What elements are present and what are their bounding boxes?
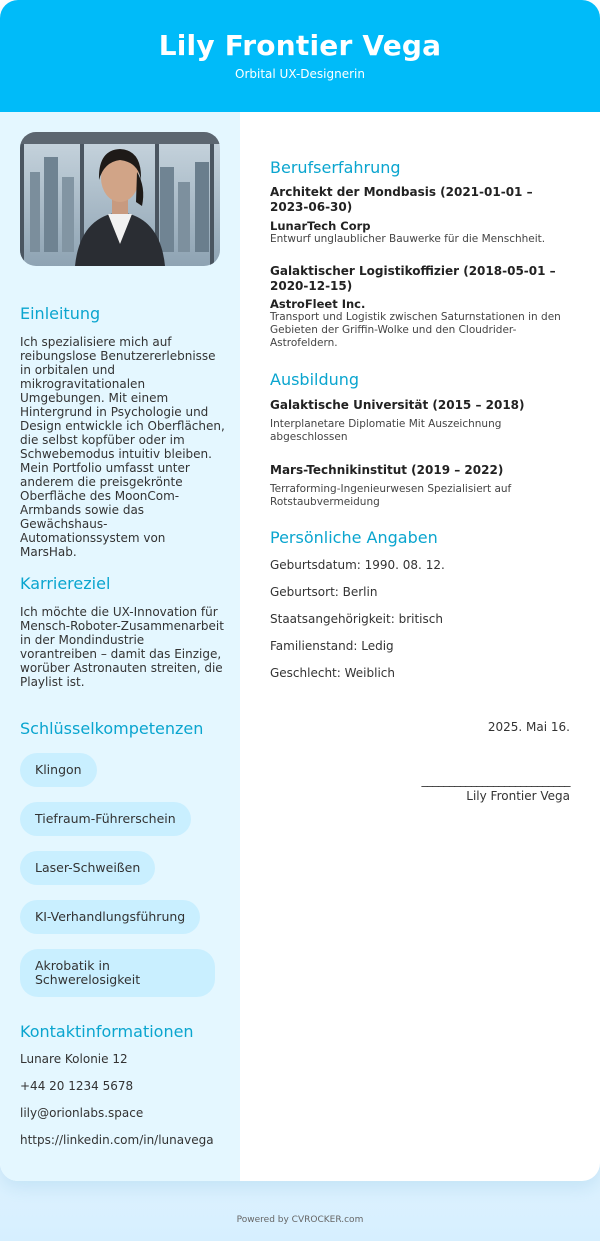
skill-chip: Tiefraum-Führerschein (20, 802, 191, 836)
contact-phone[interactable]: +44 20 1234 5678 (20, 1079, 134, 1093)
education-heading: Ausbildung (270, 370, 360, 389)
education-title: Galaktische Universität (2015 – 2018) (270, 398, 525, 412)
personal-birthplace: Geburtsort: Berlin (270, 585, 378, 599)
personal-marital-status: Familienstand: Ledig (270, 639, 394, 653)
signature-name: Lily Frontier Vega (466, 789, 570, 803)
job-company: LunarTech Corp (270, 219, 371, 233)
skills-heading: Schlüsselkompetenzen (20, 719, 204, 738)
contact-address: Lunare Kolonie 12 (20, 1052, 128, 1066)
skill-chip: Laser-Schweißen (20, 851, 155, 885)
education-description: Interplanetare Diplomatie Mit Auszeichnung abgeschlossen (270, 418, 502, 443)
intro-text: Ich spezialisiere mich auf reibungslose Benutzererlebnisse in orbitalen und mikrogravitationalen Umgebungen. Mit einem Hintergrund in Psychologie und Design entwickle ich Oberflächen, die selbst kopfüber oder im Schwebemodus intuitiv bleiben. Mein Portfolio umfasst unter anderem die preisgekrönte Oberfläche des MoonCom-Armbands sowie das Gewächshaus-Automationssystem von MarsHab. (20, 335, 225, 559)
skill-chip: Klingon (20, 753, 97, 787)
contact-email[interactable]: lily@orionlabs.space (20, 1106, 144, 1120)
intro-heading: Einleitung (20, 304, 101, 323)
footer-credit[interactable]: Powered by CVROCKER.com (236, 1215, 364, 1225)
sidebar (0, 112, 240, 1181)
person-name: Lily Frontier Vega (158, 29, 442, 62)
experience-heading: Berufserfahrung (270, 158, 401, 177)
job-title: Galaktischer Logistikoffizier (2018-05-01 – 2020-12-15) (270, 264, 556, 293)
education-description: Terraforming-Ingenieurwesen Spezialisiert auf Rotstaubvermeidung (270, 483, 512, 508)
skill-chip: Akrobatik in Schwerelosigkeit (20, 949, 215, 997)
job-description: Entwurf unglaublicher Bauwerke für die Menschheit. (270, 233, 546, 245)
education-title: Mars-Technikinstitut (2019 – 2022) (270, 463, 504, 477)
resume-header (0, 0, 600, 112)
job-title: Architekt der Mondbasis (2021-01-01 – 2023-06-30) (270, 185, 533, 214)
contact-heading: Kontaktinformationen (20, 1022, 194, 1041)
document-date: 2025. Mai 16. (487, 720, 570, 734)
personal-birthdate: Geburtsdatum: 1990. 08. 12. (270, 558, 445, 572)
job-title-subtitle: Orbital UX-Designerin (235, 67, 365, 81)
contact-linkedin[interactable]: https://linkedin.com/in/lunavega (20, 1133, 214, 1147)
personal-heading: Persönliche Angaben (270, 528, 438, 547)
profile-photo (20, 132, 220, 266)
job-description: Transport und Logistik zwischen Saturnstationen in den Gebieten der Griffin-Wolke und den Cloudrider-Astrofeldern. (270, 311, 561, 349)
goal-heading: Karriereziel (20, 574, 111, 593)
skill-chip: KI-Verhandlungsführung (20, 900, 200, 934)
signature-line: ___________________________ (421, 773, 570, 787)
job-company: AstroFleet Inc. (270, 297, 366, 311)
personal-gender: Geschlecht: Weiblich (270, 666, 395, 680)
personal-nationality: Staatsangehörigkeit: britisch (270, 612, 443, 626)
goal-text: Ich möchte die UX-Innovation für Mensch-Roboter-Zusammenarbeit in der Mondindustrie vorantreiben – damit das Einzige, worüber Astronauten streiten, die Playlist ist. (20, 605, 224, 689)
